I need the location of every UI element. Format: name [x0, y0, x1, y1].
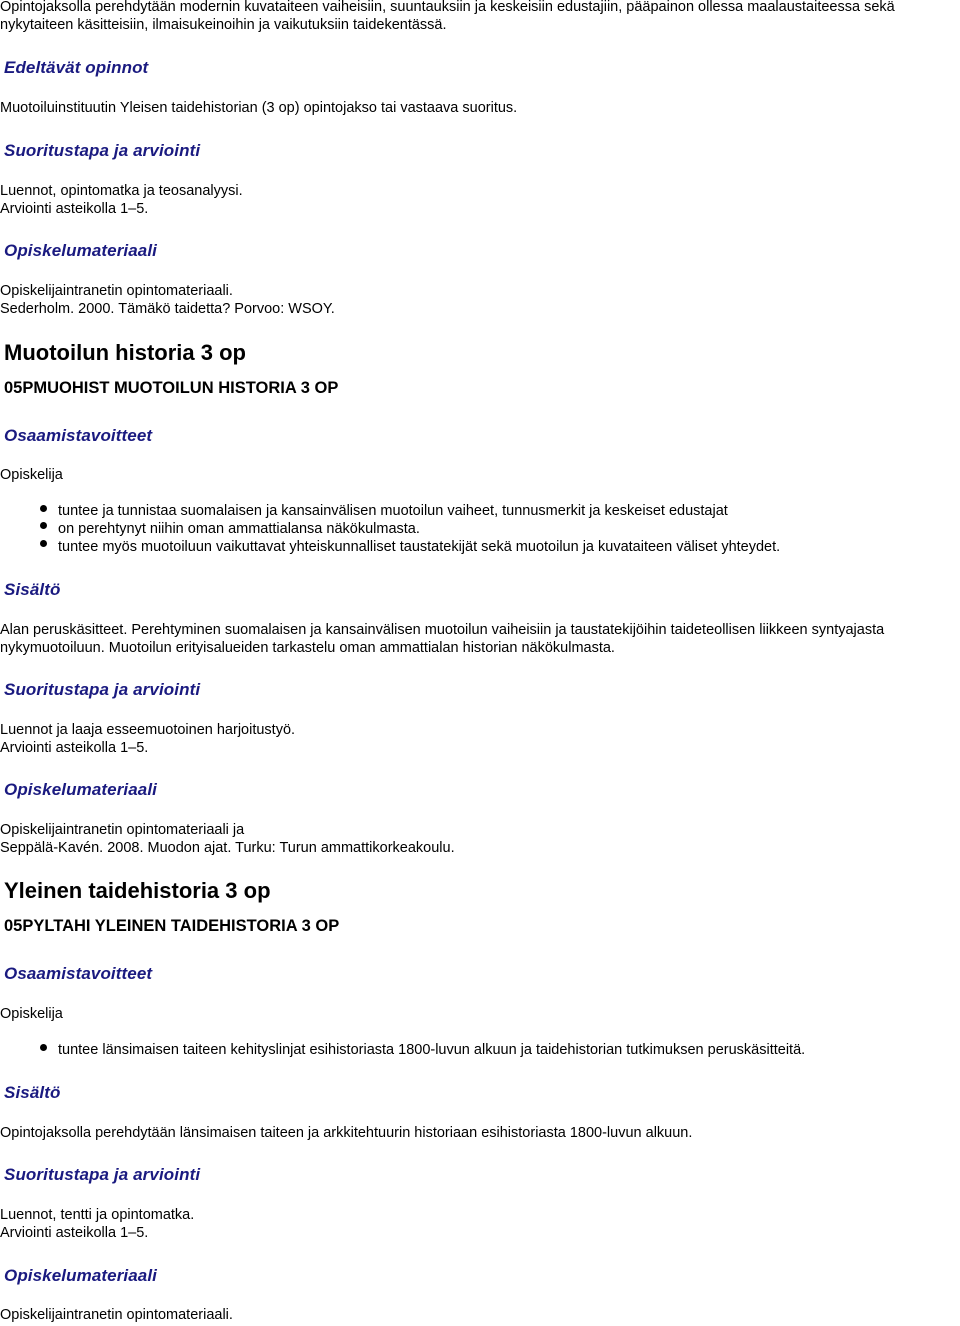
material-text-2a: Opiskelijaintranetin opintomateriaali ja — [0, 822, 245, 838]
content-text-2b: nykymuotoiluun. Muotoilun erityisalueiden tarkastelu oman ammattialan historian näkökulmasta. — [0, 640, 615, 656]
method-heading-1: Suoritustapa ja arviointi — [4, 141, 201, 160]
content-text-3: Opintojaksolla perehdytään länsimaisen taiteen ja arkkitehtuurin historiaan esihistoriasta 1800-luvun alkuun. — [0, 1125, 693, 1141]
bullet-icon — [40, 1044, 47, 1051]
student-label-2: Opiskelija — [0, 467, 63, 483]
material-heading-2: Opiskelumateriaali — [4, 780, 157, 799]
prereq-heading: Edeltävät opinnot — [4, 58, 149, 77]
method-text-3a: Luennot, tentti ja opintomatka. — [0, 1207, 195, 1223]
content-heading-3: Sisältö — [4, 1083, 61, 1102]
method-heading-3: Suoritustapa ja arviointi — [4, 1165, 201, 1184]
content-heading-2: Sisältö — [4, 580, 61, 599]
material-text-1b: Sederholm. 2000. Tämäkö taidetta? Porvoo: WSOY. — [0, 301, 335, 317]
outcome-item: tuntee myös muotoiluun vaikuttavat yhteiskunnalliset taustatekijät sekä muotoilun ja kuvataiteen väliset yhteydet. — [58, 539, 781, 555]
intro-line-1: Opintojaksolla perehdytään modernin kuvataiteen vaiheisiin, suuntauksiin ja keskeisiin edustajiin, pääpainon ollessa maalaustaiteessa sekä — [0, 0, 895, 15]
method-text-1a: Luennot, opintomatka ja teosanalyysi. — [0, 183, 243, 199]
method-text-2b: Arviointi asteikolla 1–5. — [0, 740, 149, 756]
material-heading-3: Opiskelumateriaali — [4, 1266, 157, 1285]
method-heading-2: Suoritustapa ja arviointi — [4, 680, 201, 699]
material-text-2b: Seppälä-Kavén. 2008. Muodon ajat. Turku: Turun ammattikorkeakoulu. — [0, 840, 455, 856]
method-text-3b: Arviointi asteikolla 1–5. — [0, 1225, 149, 1241]
course-code-3: 05PYLTAHI YLEINEN TAIDEHISTORIA 3 OP — [4, 917, 340, 935]
material-text-3: Opiskelijaintranetin opintomateriaali. — [0, 1307, 233, 1323]
bullet-icon — [40, 505, 47, 512]
bullet-icon — [40, 540, 47, 547]
method-text-2a: Luennot ja laaja esseemuotoinen harjoitustyö. — [0, 722, 296, 738]
material-heading-1: Opiskelumateriaali — [4, 241, 157, 260]
prereq-text: Muotoiluinstituutin Yleisen taidehistorian (3 op) opintojakso tai vastaava suoritus. — [0, 100, 518, 116]
outcome-item: on perehtynyt niihin oman ammattialansa näkökulmasta. — [58, 521, 420, 537]
outcome-item: tuntee länsimaisen taiteen kehityslinjat esihistoriasta 1800-luvun alkuun ja taidehistorian tutkimuksen peruskäsitteitä. — [58, 1042, 806, 1058]
course-title-3: Yleinen taidehistoria 3 op — [4, 878, 271, 903]
outcomes-heading-3: Osaamistavoitteet — [4, 964, 153, 983]
intro-line-2: nykytaiteen käsitteisiin, ilmaisukeinoihin ja vaikutuksiin taidekentässä. — [0, 17, 447, 33]
content-text-2a: Alan peruskäsitteet. Perehtyminen suomalaisen ja kansainvälisen muotoilun vaiheisiin ja taustatekijöihin taideteollisen liikkeen syntyajasta — [0, 622, 885, 638]
student-label-3: Opiskelija — [0, 1006, 63, 1022]
outcome-item: tuntee ja tunnistaa suomalaisen ja kansainvälisen muotoilun vaiheet, tunnusmerkit ja keskeiset edustajat — [58, 503, 728, 519]
method-text-1b: Arviointi asteikolla 1–5. — [0, 201, 149, 217]
course-code-2: 05PMUOHIST MUOTOILUN HISTORIA 3 OP — [4, 379, 339, 397]
course-title-2: Muotoilun historia 3 op — [4, 340, 246, 365]
material-text-1a: Opiskelijaintranetin opintomateriaali. — [0, 283, 233, 299]
outcomes-heading-2: Osaamistavoitteet — [4, 426, 153, 445]
bullet-icon — [40, 522, 47, 529]
